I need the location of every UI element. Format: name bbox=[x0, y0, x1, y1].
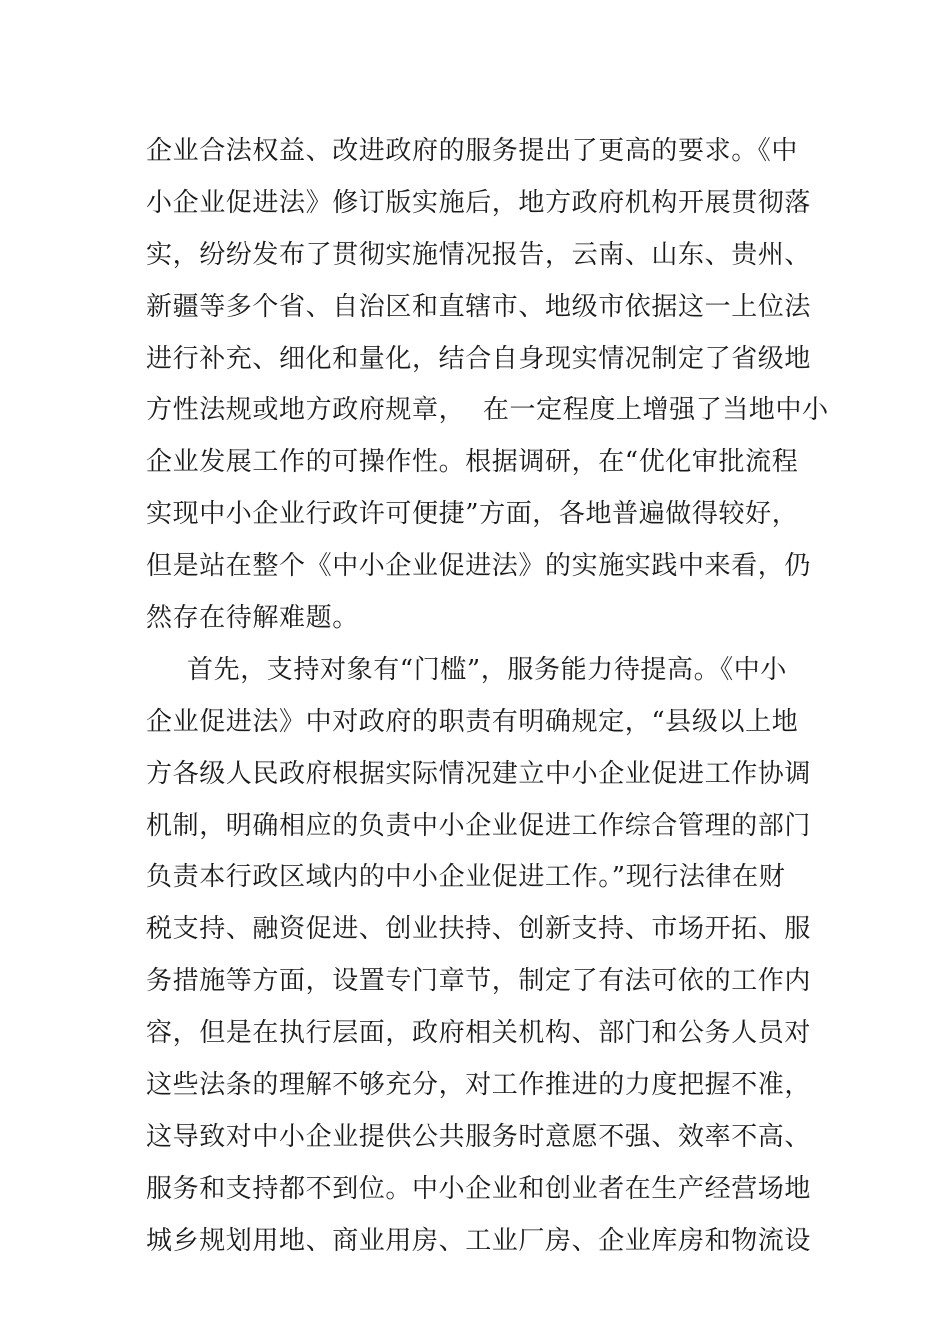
text-line: 容，但是在执行层面，政府相关机构、部门和公务人员对 bbox=[146, 1018, 812, 1049]
text-line: 方性法规或地方政府规章， 在一定程度上增强了当地中小 bbox=[146, 395, 829, 426]
text-line: 新疆等多个省、自治区和直辖市、地级市依据这一上位法 bbox=[146, 291, 812, 322]
text-line: 实，纷纷发布了贯彻实施情况报告，云南、山东、贵州、 bbox=[146, 239, 812, 270]
text-line: 方各级人民政府根据实际情况建立中小企业促进工作协调 bbox=[146, 758, 812, 789]
text-line: 税支持、融资促进、创业扶持、创新支持、市场开拓、服 bbox=[146, 914, 812, 945]
text-line: 务措施等方面，设置专门章节，制定了有法可依的工作内 bbox=[146, 966, 812, 997]
text-line: 机制，明确相应的负责中小企业促进工作综合管理的部门 bbox=[146, 810, 812, 841]
text-line: 但是站在整个《中小企业促进法》的实施实践中来看，仍 bbox=[146, 551, 812, 582]
text-line: 小企业促进法》修订版实施后，地方政府机构开展贯彻落 bbox=[146, 187, 812, 218]
text-line: 这些法条的理解不够充分，对工作推进的力度把握不准， bbox=[146, 1070, 812, 1101]
text-line: 进行补充、细化和量化，结合自身现实情况制定了省级地 bbox=[146, 343, 812, 374]
text-line: 企业促进法》中对政府的职责有明确规定，“县级以上地 bbox=[146, 706, 799, 737]
text-line: 实现中小企业行政许可便捷”方面，各地普遍做得较好， bbox=[146, 499, 799, 530]
text-line: 服务和支持都不到位。中小企业和创业者在生产经营场地 bbox=[146, 1173, 812, 1204]
text-line: 企业合法权益、改进政府的服务提出了更高的要求。《中 bbox=[146, 136, 799, 166]
text-line: 负责本行政区域内的中小企业促进工作。”现行法律在财 bbox=[146, 862, 786, 893]
text-line: 企业发展工作的可操作性。根据调研，在“优化审批流程 bbox=[146, 447, 799, 478]
text-line: 这导致对中小企业提供公共服务时意愿不强、效率不高、 bbox=[146, 1121, 812, 1152]
paragraph-first-line: 首先，支持对象有“门槛”，服务能力待提高。《中小 bbox=[187, 654, 787, 685]
body-text bbox=[146, 126, 829, 1268]
text-line: 然存在待解难题。 bbox=[146, 603, 359, 634]
text-line: 城乡规划用地、商业用房、工业厂房、企业库房和物流设 bbox=[146, 1225, 812, 1256]
